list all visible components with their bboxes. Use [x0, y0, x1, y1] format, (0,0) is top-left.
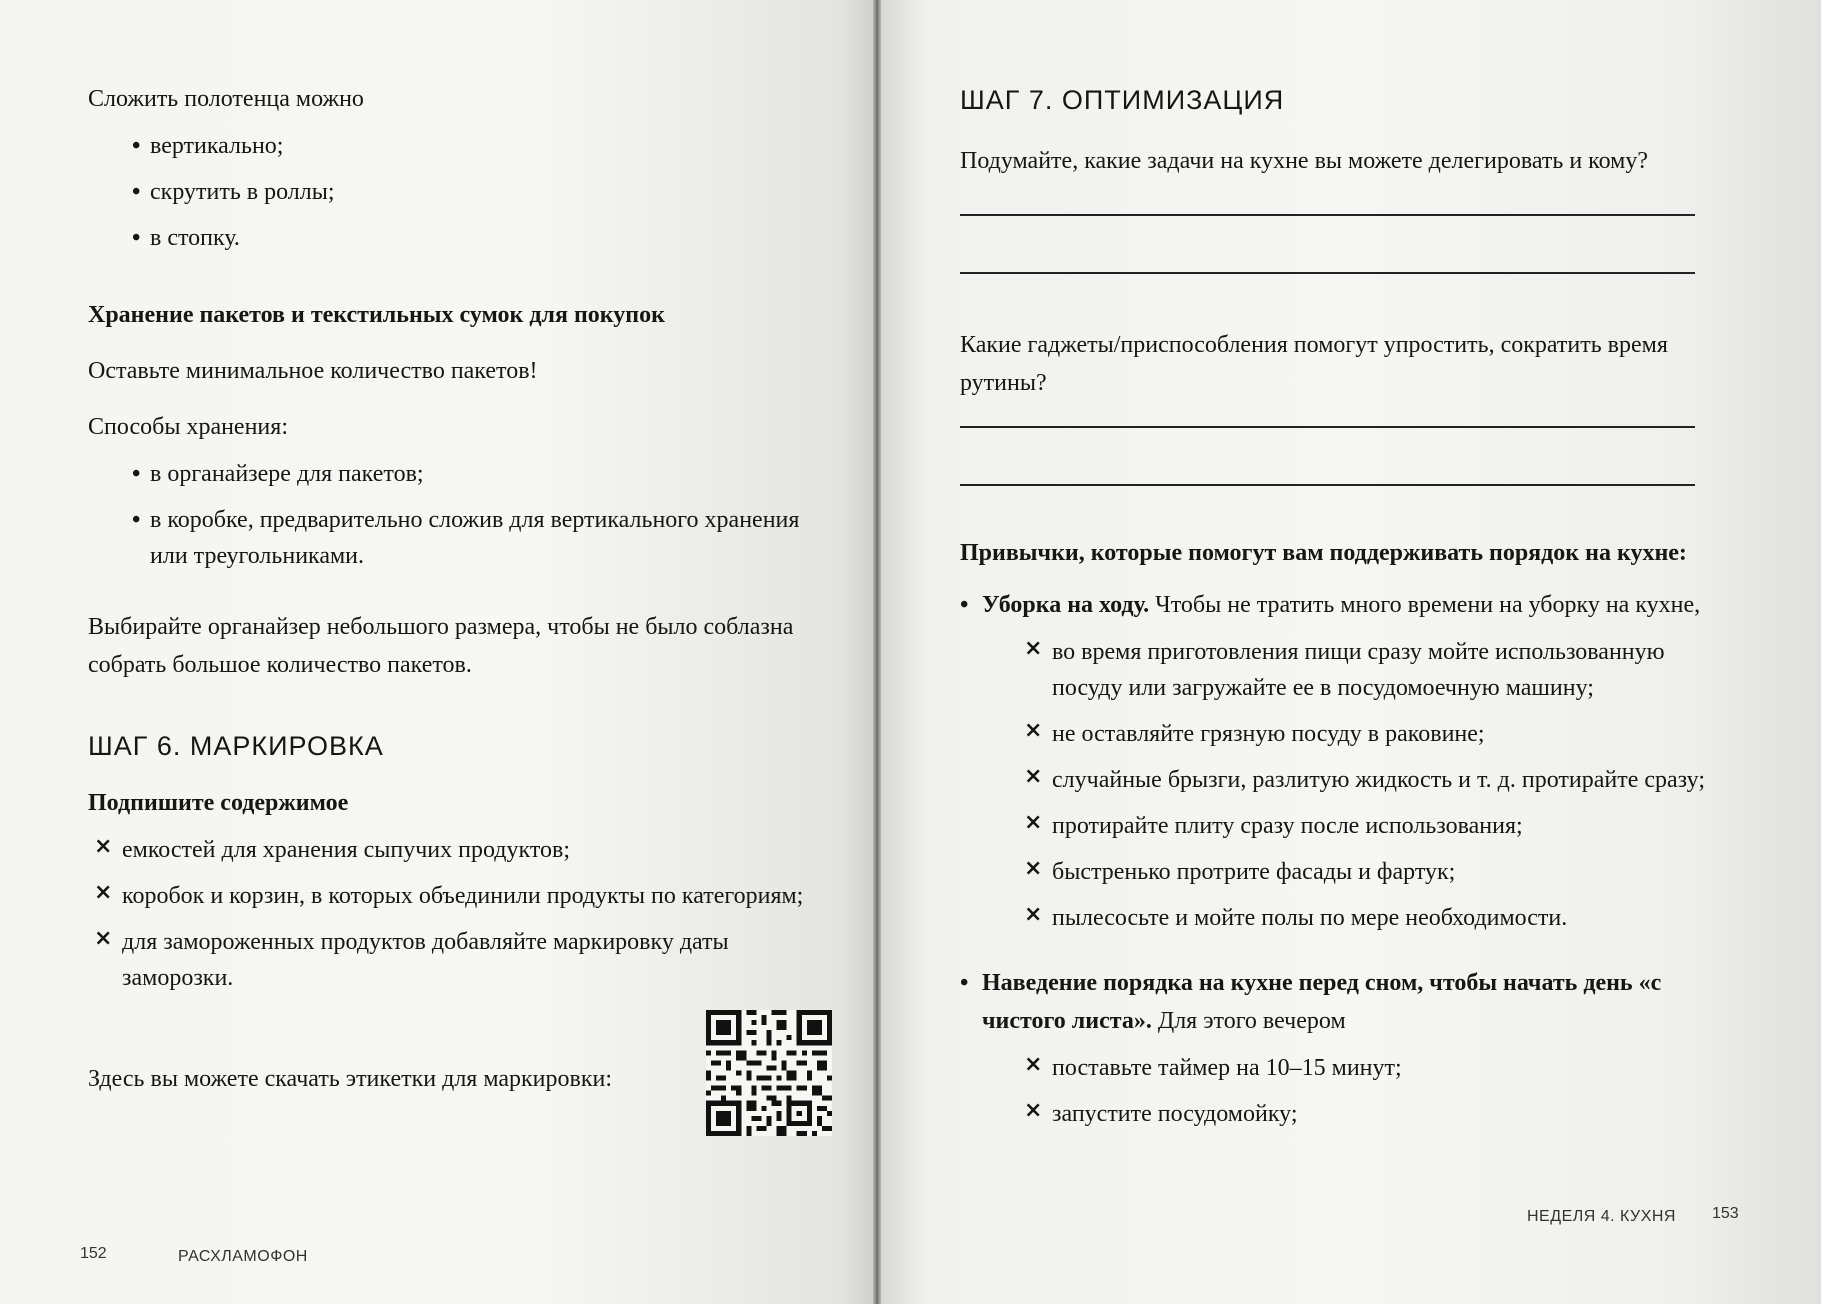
left-page-content — [88, 80, 838, 1170]
list-item: × быстренько протрите фасады и фартук; — [960, 854, 1730, 890]
bags-tip: Оставьте минимальное количество пакетов! — [88, 358, 538, 384]
list-item: • вертикально; — [88, 128, 838, 164]
answer-line[interactable] — [960, 272, 1695, 274]
list-item: • в органайзере для пакетов; — [88, 456, 838, 492]
answer-line[interactable] — [960, 426, 1695, 428]
list-item: × протирайте плиту сразу после использования; — [960, 808, 1730, 844]
habit-2-list — [960, 1050, 1730, 1132]
right-page — [881, 0, 1821, 1304]
running-title: РАСХЛАМОФОН — [178, 1248, 308, 1265]
habits-heading: Привычки, которые помогут вам поддерживать порядок на кухне: — [960, 540, 1687, 566]
towel-methods-list — [88, 128, 838, 256]
step6-title: ШАГ 6. МАРКИРОВКА — [88, 731, 384, 761]
habit-2-title: Наведение порядка на кухне перед сном, чтобы начать день «с чистого листа». — [982, 970, 1662, 1034]
list-item: × пылесосьте и мойте полы по мере необходимости. — [960, 900, 1730, 936]
qr-code-icon[interactable] — [706, 1010, 832, 1136]
list-item: × во время приготовления пищи сразу мойте использованную посуду или загружайте ее в посудомоечную машину; — [960, 634, 1730, 706]
list-item: × поставьте таймер на 10–15 минут; — [960, 1050, 1730, 1086]
bags-heading: Хранение пакетов и текстильных сумок для покупок — [88, 302, 665, 328]
habit-1-list — [960, 634, 1730, 936]
page-number: 153 — [1712, 1205, 1739, 1222]
list-item: × запустите посудомойку; — [960, 1096, 1730, 1132]
list-item: • в коробке, предварительно сложив для вертикального хранения или треугольниками. — [88, 502, 838, 574]
storage-label: Способы хранения: — [88, 414, 288, 440]
list-item: • в стопку. — [88, 220, 838, 256]
label-items-list — [88, 832, 838, 996]
habit-2-text: Для этого вечером — [1151, 1008, 1346, 1034]
organizer-tip: Выбирайте органайзер небольшого размера, чтобы не было соблазна собрать большое количество пакетов. — [88, 614, 794, 678]
right-page-content — [960, 80, 1730, 1132]
page-number: 152 — [80, 1245, 107, 1262]
list-item: • скрутить в роллы; — [88, 174, 838, 210]
question-delegate: Подумайте, какие задачи на кухне вы можете делегировать и кому? — [960, 148, 1648, 174]
answer-line[interactable] — [960, 484, 1695, 486]
habit-1-title: Уборка на ходу. — [982, 592, 1150, 618]
habit-2 — [960, 964, 1730, 1040]
list-item: × емкостей для хранения сыпучих продуктов; — [88, 832, 838, 868]
habit-1-text: Чтобы не тратить много времени на уборку на кухне, — [1149, 592, 1701, 618]
label-heading: Подпишите содержимое — [88, 790, 349, 816]
list-item: × случайные брызги, разлитую жидкость и т. д. протирайте сразу; — [960, 762, 1730, 798]
list-item: × не оставляйте грязную посуду в раковине; — [960, 716, 1730, 752]
list-item: × коробок и корзин, в которых объединили продукты по категориям; — [88, 878, 838, 914]
list-item: × для замороженных продуктов добавляйте маркировку даты заморозки. — [88, 924, 838, 996]
step7-title: ШАГ 7. ОПТИМИЗАЦИЯ — [960, 85, 1285, 115]
answer-line[interactable] — [960, 214, 1695, 216]
storage-methods-list — [88, 456, 838, 574]
download-row — [88, 1010, 838, 1170]
towels-intro: Сложить полотенца можно — [88, 86, 364, 112]
left-page — [0, 0, 875, 1304]
habit-1 — [960, 586, 1730, 624]
running-title: НЕДЕЛЯ 4. КУХНЯ — [1527, 1208, 1676, 1225]
download-text: Здесь вы можете скачать этикетки для маркировки: — [88, 1066, 613, 1092]
question-gadgets: Какие гаджеты/приспособления помогут упростить, сократить время рутины? — [960, 332, 1668, 396]
